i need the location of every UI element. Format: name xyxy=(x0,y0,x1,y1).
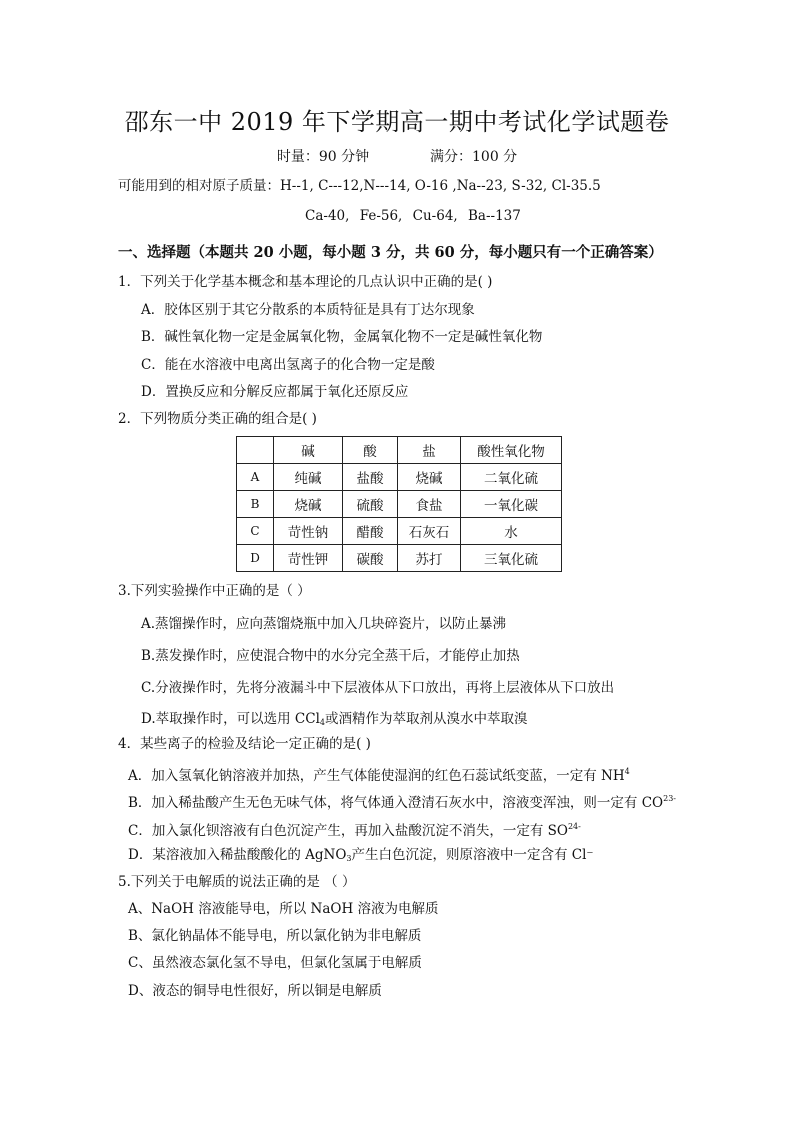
table-header-row xyxy=(237,437,562,464)
table-header-cell: 碱 xyxy=(274,437,343,464)
question-1-option-c: C．能在水溶液中电离出氢离子的化合物一定是酸 xyxy=(141,357,435,373)
table-cell: 二氧化硫 xyxy=(461,464,562,491)
time-limit: 时量：90 分钟 xyxy=(276,149,370,165)
table-cell: 烧碱 xyxy=(274,491,343,518)
question-5-option-c: C、虽然液态氯化氢不导电，但氯化氢属于电解质 xyxy=(128,955,422,971)
table-cell: 苛性钠 xyxy=(274,518,343,545)
question-1-option-a: A．胶体区别于其它分散系的本质特征是具有丁达尔现象 xyxy=(141,302,475,318)
option-text: D．某溶液加入稀盐酸酸化的 AgNO xyxy=(128,847,347,863)
table-cell: D xyxy=(237,545,274,572)
question-3-option-c: C.分液操作时，先将分液漏斗中下层液体从下口放出，再将上层液体从下口放出 xyxy=(141,680,615,696)
page-title: 邵东一中 2019 年下学期高一期中考试化学试题卷 xyxy=(124,108,670,136)
question-3-stem: 3.下列实验操作中正确的是（ ） xyxy=(118,583,311,599)
superscript: 23- xyxy=(663,794,676,803)
question-1-stem: 1．下列关于化学基本概念和基本理论的几点认识中正确的是( ) xyxy=(118,274,493,290)
option-text: D.萃取操作时，可以选用 CCl xyxy=(141,711,320,727)
table-cell: 食盐 xyxy=(398,491,461,518)
table-header-cell: 酸性氧化物 xyxy=(461,437,562,464)
table-header-cell xyxy=(237,437,274,464)
atomic-masses-line-2: Ca-40, Fe-56, Cu-64, Ba--137 xyxy=(305,208,521,224)
table-cell: 碳酸 xyxy=(343,545,398,572)
question-1-option-b: B．碱性氧化物一定是金属氧化物，金属氧化物不一定是碱性氧化物 xyxy=(141,329,543,345)
question-4-option-c xyxy=(128,818,581,840)
full-score: 满分：100 分 xyxy=(430,149,518,165)
table-cell: 石灰石 xyxy=(398,518,461,545)
superscript: 24- xyxy=(567,822,581,831)
classification-table xyxy=(236,436,562,572)
question-4-stem: 4．某些离子的检验及结论一定正确的是( ) xyxy=(118,736,371,752)
subscript: 4 xyxy=(319,718,325,727)
table-cell: 苏打 xyxy=(398,545,461,572)
table-cell: 硫酸 xyxy=(343,491,398,518)
table-header-cell: 盐 xyxy=(398,437,461,464)
table-cell: C xyxy=(237,518,274,545)
section-heading: 一、选择题（本题共 20 小题，每小题 3 分，共 60 分，每小题只有一个正确答案） xyxy=(118,244,663,261)
option-text: B．加入稀盐酸产生无色无味气体，将气体通入澄清石灰水中，溶液变浑浊，则一定有 CO xyxy=(128,795,664,811)
subscript: 3 xyxy=(346,854,352,863)
table-row xyxy=(237,518,562,545)
question-2-stem: 2．下列物质分类正确的组合是( ) xyxy=(118,411,317,427)
question-1-option-d: D．置换反应和分解反应都属于氧化还原反应 xyxy=(141,384,409,400)
table-cell: 三氧化硫 xyxy=(461,545,562,572)
question-4-option-d xyxy=(128,846,594,868)
table-cell: 烧碱 xyxy=(398,464,461,491)
question-5-option-d: D、液态的铜导电性很好，所以铜是电解质 xyxy=(128,983,382,999)
table-cell: 苛性钾 xyxy=(274,545,343,572)
table-cell: A xyxy=(237,464,274,491)
option-text: A．加入氢氧化钠溶液并加热，产生气体能使湿润的红色石蕊试纸变蓝，一定有 NH xyxy=(128,768,625,784)
question-4-option-b xyxy=(128,790,676,812)
option-text: 产生白色沉淀，则原溶液中一定含有 Cl⁻ xyxy=(351,847,594,863)
question-5-option-a: A、NaOH 溶液能导电，所以 NaOH 溶液为电解质 xyxy=(128,901,439,917)
question-3-option-b: B.蒸发操作时，应使混合物中的水分完全蒸干后，才能停止加热 xyxy=(141,648,520,664)
question-3-option-d xyxy=(141,710,528,732)
table-header-cell: 酸 xyxy=(343,437,398,464)
question-3-option-a: A.蒸馏操作时，应向蒸馏烧瓶中加入几块碎瓷片，以防止暴沸 xyxy=(141,616,507,632)
table-cell: 纯碱 xyxy=(274,464,343,491)
table-row xyxy=(237,545,562,572)
exam-meta xyxy=(0,146,794,166)
question-5-stem: 5.下列关于电解质的说法正确的是 （ ） xyxy=(118,874,356,890)
table-cell: 一氧化碳 xyxy=(461,491,562,518)
table-cell: 盐酸 xyxy=(343,464,398,491)
table-row xyxy=(237,464,562,491)
option-text: 或酒精作为萃取剂从溴水中萃取溴 xyxy=(325,711,528,727)
atomic-masses-line-1: 可能用到的相对原子质量：H--1, C---12,N---14, O-16 ,Na--23, S-32, Cl-35.5 xyxy=(118,178,601,194)
table-cell: 水 xyxy=(461,518,562,545)
table-cell: 醋酸 xyxy=(343,518,398,545)
question-4-option-a xyxy=(128,763,630,785)
question-5-option-b: B、氯化钠晶体不能导电，所以氯化钠为非电解质 xyxy=(128,928,422,944)
option-text: C．加入氯化钡溶液有白色沉淀产生，再加入盐酸沉淀不消失，一定有 SO xyxy=(128,823,568,839)
superscript: 4 xyxy=(624,767,630,776)
table-cell: B xyxy=(237,491,274,518)
table-row xyxy=(237,491,562,518)
